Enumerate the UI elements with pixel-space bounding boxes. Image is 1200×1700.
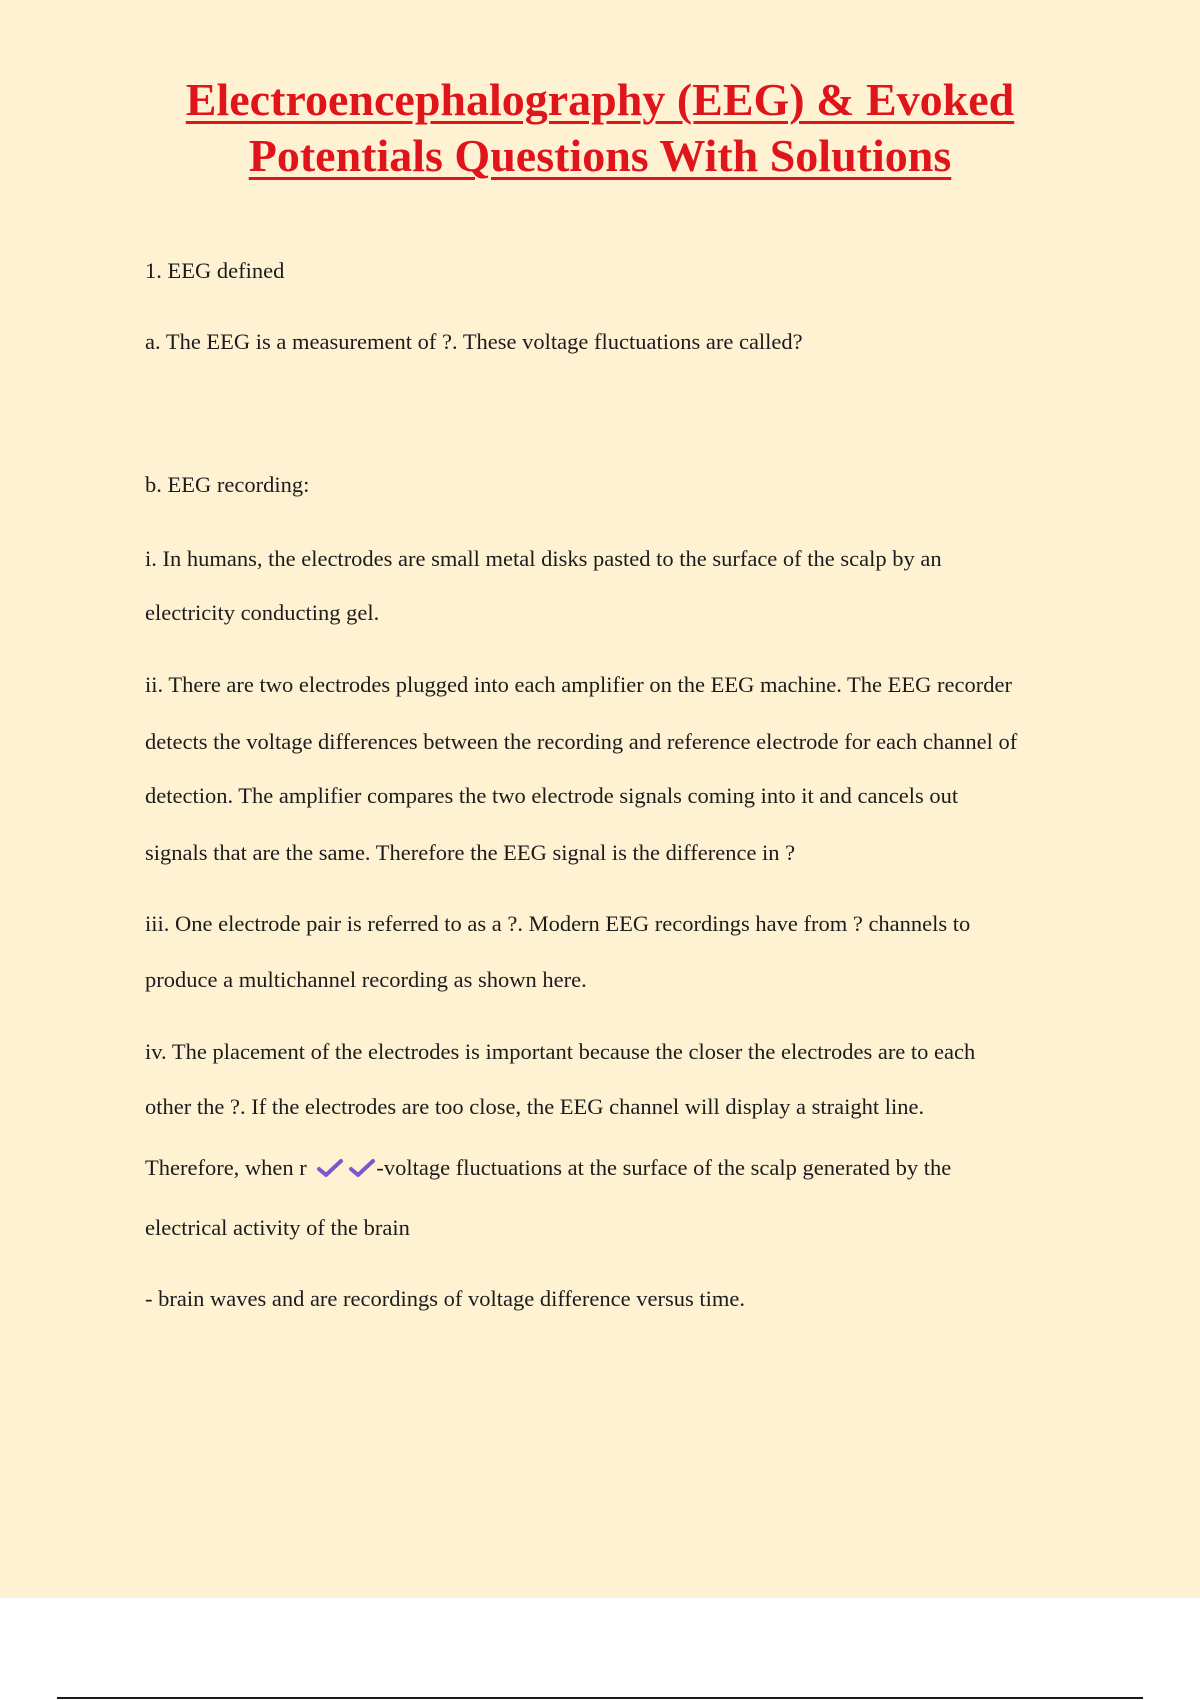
item-ii-line-3: detection. The amplifier compares the two electrode signals coming into it and cancels out bbox=[145, 783, 959, 808]
item-iv-line-1: iv. The placement of the electrodes is important because the closer the electrodes are to each bbox=[145, 1039, 976, 1064]
item-ii-line-1: ii. There are two electrodes plugged into each amplifier on the EEG machine. The EEG recorder bbox=[145, 672, 1012, 697]
subheading-eeg-recording: b. EEG recording: bbox=[145, 472, 310, 497]
item-iii-line-2: produce a multichannel recording as shown here. bbox=[145, 967, 587, 992]
item-ii-line-4: signals that are the same. Therefore the EEG signal is the difference in ? bbox=[145, 840, 796, 865]
answer-text-start: -voltage fluctuations at the surface of the scalp generated by the bbox=[376, 1155, 952, 1180]
item-i-line-1: i. In humans, the electrodes are small metal disks pasted to the surface of the scalp by an bbox=[145, 546, 942, 571]
title-line-2: Potentials Questions With Solutions bbox=[248, 130, 952, 181]
check-icon bbox=[316, 1158, 344, 1178]
footer-rule bbox=[57, 1697, 1143, 1699]
document-title bbox=[100, 72, 1100, 184]
item-iii-line-1: iii. One electrode pair is referred to as a ?. Modern EEG recordings have from ? channels to bbox=[145, 911, 971, 936]
answer-line-2: electrical activity of the brain bbox=[145, 1215, 410, 1240]
question-a: a. The EEG is a measurement of ?. These voltage fluctuations are called? bbox=[145, 329, 803, 354]
item-iv-line-2: other the ?. If the electrodes are too close, the EEG channel will display a straight line. bbox=[145, 1094, 925, 1119]
check-icon bbox=[348, 1158, 376, 1178]
title-line-1: Electroencephalography (EEG) & Evoked bbox=[185, 74, 1015, 125]
section-heading-eeg-defined: 1. EEG defined bbox=[145, 258, 285, 283]
answer-line-3: - brain waves and are recordings of voltage difference versus time. bbox=[145, 1286, 745, 1311]
item-i-line-2: electricity conducting gel. bbox=[145, 600, 380, 625]
item-ii-line-2: detects the voltage differences between the recording and reference electrode for each channel of bbox=[145, 729, 1018, 754]
item-iv-line-3 bbox=[145, 1154, 951, 1182]
item-iv-line-3-start: Therefore, when r bbox=[145, 1155, 307, 1180]
